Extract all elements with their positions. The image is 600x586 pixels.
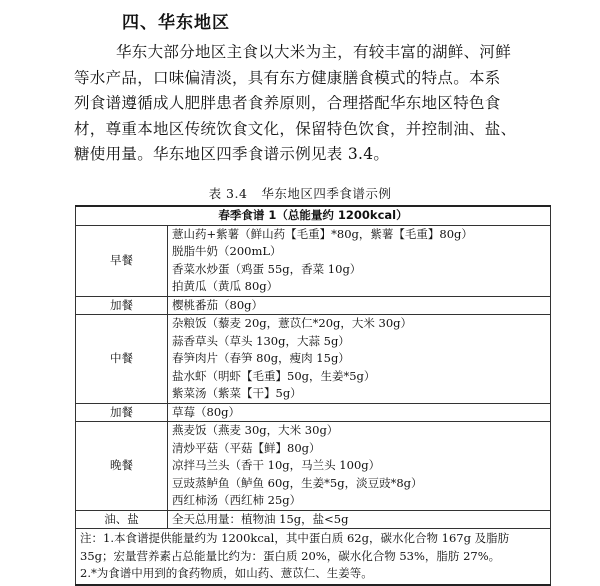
meal-label: 中餐 [76,315,168,404]
table-row [76,422,551,511]
table-row [76,510,551,529]
food-item: 紫菜汤（紫菜【干】5g） [172,386,302,400]
table-row [76,403,551,422]
table-title-row [76,206,551,225]
meal-label: 油、盐 [76,510,168,529]
note-line: 注：1.本食谱提供能量约为 1200kcal，其中蛋白质 62g，碳水化合物 167g 及脂肪 [80,531,510,545]
intro-line: 列食谱遵循成人肥胖患者食养原则，合理搭配华东地区特色食 [74,94,501,112]
food-item: 春笋肉片（春笋 80g，瘦肉 15g） [172,351,350,365]
meal-label: 加餐 [76,296,168,315]
table-notes [76,529,551,585]
food-item: 全天总用量：植物油 15g，盐<5g [172,511,349,526]
intro-line: 材，尊重本地区传统饮食文化，保留特色饮食，并控制油、盐、 [74,119,517,138]
table-number: 表 3.4 [208,186,248,201]
meal-label: 加餐 [76,403,168,422]
food-item: 香菜水炒蛋（鸡蛋 55g，香菜 10g） [172,261,362,276]
table-row [76,315,551,404]
food-item: 蒜香草头（草头 130g，大蒜 5g） [172,333,350,348]
note-line: 2.*为食谱中用到的食药物质，如山药、薏苡仁、生姜等。 [80,566,373,580]
food-item: 薏山药+紫薯（鲜山药【毛重】*80g，紫薯【毛重】80g） [172,226,473,241]
food-item: 樱桃番茄（80g） [172,297,263,312]
food-item: 清炒平菇（平菇【鲜】80g） [172,440,321,455]
meal-items [168,296,551,315]
table-row [76,225,551,296]
meal-label: 早餐 [76,225,168,296]
food-item: 西红柿汤（西红柿 25g） [172,493,302,507]
table-caption [0,185,600,203]
food-item: 豆豉蒸鲈鱼（鲈鱼 60g，生姜*5g，淡豆豉*8g） [172,475,423,490]
table-row [76,296,551,315]
meal-items [168,403,551,422]
intro-line: 华东大部分地区主食以大米为主，有较丰富的湖鲜、河鲜 [116,43,512,61]
section-heading: 四、华东地区 [122,13,230,33]
food-item: 凉拌马兰头（香干 10g，马兰头 100g） [172,458,381,472]
food-item: 拍黄瓜（黄瓜 80g） [172,279,279,293]
meal-items [168,422,551,511]
food-item: 杂粮饭（藜麦 20g，薏苡仁*20g，大米 30g） [172,316,413,330]
table-notes-row [76,529,551,585]
intro-paragraph [74,40,552,168]
meal-label: 晚餐 [76,422,168,511]
food-item: 盐水虾（明虾【毛重】50g，生姜*5g） [172,368,376,383]
food-item: 燕麦饭（燕麦 30g，大米 30g） [172,423,339,437]
meal-items [168,510,551,529]
meal-items [168,315,551,404]
table-title: 华东地区四季食谱示例 [261,186,392,201]
menu-table [75,205,551,586]
note-line: 35g；宏量营养素占总能量比约为：蛋白质 20%，碳水化合物 53%，脂肪 27%。 [80,548,501,563]
intro-line: 等水产品，口味偏清淡，具有东方健康膳食模式的特点。本系 [74,68,501,87]
intro-line: 糖使用量。华东地区四季食谱示例见表 3.4。 [74,145,390,163]
food-item: 草莓（80g） [172,404,240,419]
food-item: 脱脂牛奶（200mL） [172,244,282,258]
menu-title: 春季食谱 1（总能量约 1200kcal） [76,206,551,225]
meal-items [168,225,551,296]
